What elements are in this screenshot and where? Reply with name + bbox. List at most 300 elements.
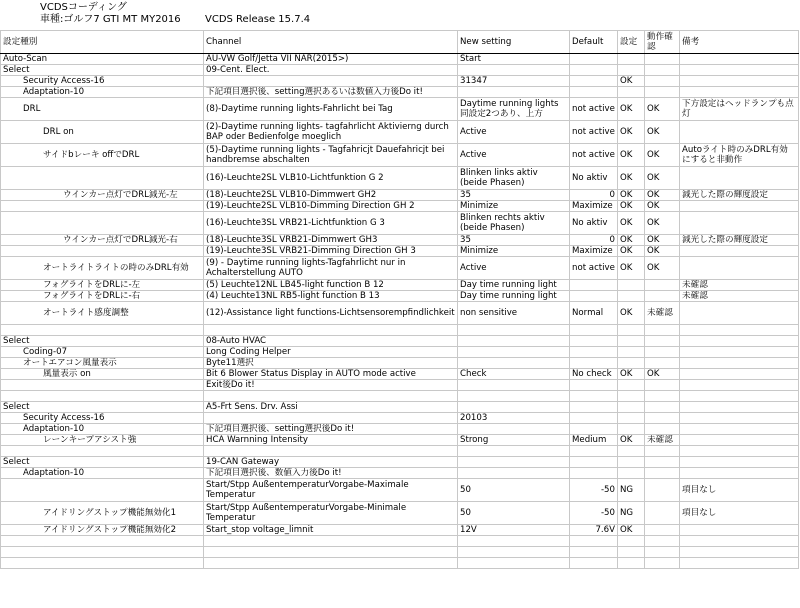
remarks-cell [680, 369, 799, 380]
setting-type-cell: Adaptation-10 [1, 87, 204, 98]
table-row [1, 457, 799, 468]
operation-check-cell: OK [645, 257, 680, 280]
table-row [1, 547, 799, 558]
setting-status-cell: OK [618, 190, 645, 201]
setting-status-cell [618, 424, 645, 435]
operation-check-cell [645, 479, 680, 502]
remarks-cell [680, 325, 799, 336]
new-setting-cell: Blinken rechts aktiv (beide Phasen) [458, 212, 570, 235]
coding-table [0, 30, 799, 569]
operation-check-cell: OK [645, 235, 680, 246]
setting-status-cell: OK [618, 302, 645, 325]
operation-check-cell [645, 413, 680, 424]
operation-check-cell: OK [645, 144, 680, 167]
new-setting-cell [458, 87, 570, 98]
setting-status-cell [618, 380, 645, 391]
default-cell [570, 347, 618, 358]
setting-status-cell: OK [618, 246, 645, 257]
channel-cell: Start/Stpp AußentemperaturVorgabe-Maximale Temperatur [204, 479, 458, 502]
channel-cell: (18)-Leuchte3SL VRB21-Dimmwert GH3 [204, 235, 458, 246]
table-row [1, 479, 799, 502]
channel-cell [204, 413, 458, 424]
setting-status-cell: OK [618, 144, 645, 167]
setting-type-cell [1, 446, 204, 457]
setting-status-cell [618, 336, 645, 347]
table-row [1, 144, 799, 167]
default-cell [570, 380, 618, 391]
setting-type-cell [1, 325, 204, 336]
table-row [1, 369, 799, 380]
operation-check-cell: OK [645, 167, 680, 190]
table-row [1, 302, 799, 325]
setting-type-cell: オートライト感度調整 [1, 302, 204, 325]
setting-status-cell: OK [618, 212, 645, 235]
default-cell: not active [570, 257, 618, 280]
channel-cell: (8)-Daytime running lights-Fahrlicht bei Tag [204, 98, 458, 121]
operation-check-cell: 未確認 [645, 435, 680, 446]
remarks-cell [680, 435, 799, 446]
remarks-cell [680, 121, 799, 144]
operation-check-cell: 未確認 [645, 302, 680, 325]
channel-cell: Byte11選択 [204, 358, 458, 369]
default-cell: 7.6V [570, 525, 618, 536]
channel-cell: 下記項目選択後、数値入力後Do it! [204, 468, 458, 479]
setting-type-cell [1, 201, 204, 212]
operation-check-cell [645, 347, 680, 358]
table-row [1, 325, 799, 336]
setting-type-cell [1, 479, 204, 502]
default-cell: Normal [570, 302, 618, 325]
default-cell: not active [570, 98, 618, 121]
new-setting-cell [458, 536, 570, 547]
remarks-cell [680, 413, 799, 424]
new-setting-cell [458, 558, 570, 569]
table-row [1, 291, 799, 302]
setting-status-cell: NG [618, 502, 645, 525]
default-cell [570, 402, 618, 413]
vehicle-label: 車種:ゴルフ7 GTI MT MY2016 [40, 14, 181, 25]
remarks-cell [680, 336, 799, 347]
new-setting-cell: Minimize [458, 201, 570, 212]
setting-status-cell [618, 358, 645, 369]
new-setting-cell: 20103 [458, 413, 570, 424]
setting-status-cell [618, 446, 645, 457]
operation-check-cell [645, 76, 680, 87]
table-row [1, 257, 799, 280]
channel-cell [204, 536, 458, 547]
setting-type-cell: Coding-07 [1, 347, 204, 358]
remarks-cell [680, 257, 799, 280]
setting-type-cell: オートライトライトの時のみDRL有効 [1, 257, 204, 280]
setting-type-cell: 風量表示 on [1, 369, 204, 380]
operation-check-cell [645, 358, 680, 369]
operation-check-cell: OK [645, 212, 680, 235]
setting-status-cell: OK [618, 235, 645, 246]
default-cell [570, 457, 618, 468]
setting-status-cell [618, 347, 645, 358]
setting-type-cell: アイドリングストップ機能無効化2 [1, 525, 204, 536]
remarks-cell [680, 547, 799, 558]
new-setting-cell: Minimize [458, 246, 570, 257]
remarks-cell: 項目なし [680, 479, 799, 502]
setting-type-cell: レーンキープアシスト強 [1, 435, 204, 446]
operation-check-cell [645, 502, 680, 525]
channel-cell: (16)-Leuchte2SL VLB10-Lichtfunktion G 2 [204, 167, 458, 190]
setting-type-cell [1, 167, 204, 190]
setting-status-cell [618, 291, 645, 302]
channel-cell: Bit 6 Blower Status Display in AUTO mode active [204, 369, 458, 380]
remarks-cell [680, 468, 799, 479]
default-cell: -50 [570, 479, 618, 502]
operation-check-cell [645, 280, 680, 291]
remarks-cell [680, 446, 799, 457]
remarks-cell [680, 65, 799, 76]
table-row [1, 76, 799, 87]
table-row [1, 87, 799, 98]
table-row [1, 347, 799, 358]
setting-status-cell: OK [618, 121, 645, 144]
remarks-cell [680, 54, 799, 65]
default-cell [570, 413, 618, 424]
default-cell [570, 325, 618, 336]
setting-type-cell: Security Access-16 [1, 413, 204, 424]
remarks-cell [680, 246, 799, 257]
table-row [1, 201, 799, 212]
operation-check-cell: OK [645, 246, 680, 257]
setting-type-cell: ウインカー点灯でDRL減光-右 [1, 235, 204, 246]
setting-type-cell: DRL on [1, 121, 204, 144]
setting-type-cell: フォグライトをDRLに-左 [1, 280, 204, 291]
table-row [1, 402, 799, 413]
default-cell: Maximize [570, 246, 618, 257]
remarks-cell [680, 525, 799, 536]
setting-status-cell [618, 413, 645, 424]
new-setting-cell [458, 358, 570, 369]
default-cell [570, 536, 618, 547]
table-row [1, 235, 799, 246]
setting-type-cell [1, 536, 204, 547]
remarks-cell: 項目なし [680, 502, 799, 525]
setting-status-cell [618, 54, 645, 65]
new-setting-cell: 35 [458, 235, 570, 246]
channel-cell: (19)-Leuchte3SL VRB21-Dimming Direction GH 3 [204, 246, 458, 257]
default-cell: not active [570, 121, 618, 144]
setting-status-cell [618, 65, 645, 76]
table-row [1, 358, 799, 369]
remarks-cell: 未確認 [680, 291, 799, 302]
remarks-cell [680, 302, 799, 325]
default-cell [570, 547, 618, 558]
operation-check-cell: OK [645, 369, 680, 380]
remarks-cell [680, 76, 799, 87]
default-cell: -50 [570, 502, 618, 525]
setting-status-cell [618, 536, 645, 547]
remarks-cell: 減光した際の輝度設定 [680, 190, 799, 201]
channel-cell: AU-VW Golf/Jetta VII NAR(2015>) [204, 54, 458, 65]
setting-type-cell [1, 391, 204, 402]
new-setting-cell: Active [458, 257, 570, 280]
setting-status-cell: OK [618, 257, 645, 280]
setting-status-cell [618, 558, 645, 569]
new-setting-cell: Check [458, 369, 570, 380]
remarks-cell [680, 212, 799, 235]
new-setting-cell [458, 325, 570, 336]
channel-cell: Start/Stpp AußentemperaturVorgabe-Minimale Temperatur [204, 502, 458, 525]
setting-status-cell: OK [618, 369, 645, 380]
header-row [1, 31, 799, 54]
column-header-4: Default [570, 31, 618, 54]
channel-cell: 下記項目選択後、setting選択あるいは数値入力後Do it! [204, 87, 458, 98]
operation-check-cell [645, 446, 680, 457]
new-setting-cell [458, 468, 570, 479]
setting-type-cell: Select [1, 457, 204, 468]
table-row [1, 502, 799, 525]
new-setting-cell: 12V [458, 525, 570, 536]
column-header-3: New setting [458, 31, 570, 54]
default-cell: 0 [570, 235, 618, 246]
setting-type-cell [1, 547, 204, 558]
new-setting-cell: 50 [458, 479, 570, 502]
table-row [1, 446, 799, 457]
table-row [1, 380, 799, 391]
operation-check-cell: OK [645, 98, 680, 121]
channel-cell: A5-Frt Sens. Drv. Assi [204, 402, 458, 413]
operation-check-cell [645, 336, 680, 347]
default-cell [570, 87, 618, 98]
default-cell: No check [570, 369, 618, 380]
setting-status-cell: OK [618, 98, 645, 121]
channel-cell: (19)-Leuchte2SL VLB10-Dimming Direction GH 2 [204, 201, 458, 212]
setting-status-cell [618, 402, 645, 413]
new-setting-cell: Day time running light [458, 291, 570, 302]
table-row [1, 435, 799, 446]
setting-type-cell [1, 246, 204, 257]
new-setting-cell [458, 347, 570, 358]
new-setting-cell [458, 547, 570, 558]
remarks-cell [680, 167, 799, 190]
new-setting-cell [458, 402, 570, 413]
setting-status-cell [618, 87, 645, 98]
channel-cell: 08-Auto HVAC [204, 336, 458, 347]
setting-type-cell: サイドbレーキ offでDRL [1, 144, 204, 167]
operation-check-cell: OK [645, 201, 680, 212]
setting-status-cell: OK [618, 167, 645, 190]
table-row [1, 190, 799, 201]
new-setting-cell: Active [458, 144, 570, 167]
setting-type-cell: Auto-Scan [1, 54, 204, 65]
setting-status-cell: OK [618, 435, 645, 446]
new-setting-cell: Daytime running lights 同設定2つあり、上方 [458, 98, 570, 121]
channel-cell: (5) Leuchte12NL LB45-light function B 12 [204, 280, 458, 291]
table-row [1, 525, 799, 536]
operation-check-cell [645, 424, 680, 435]
setting-status-cell [618, 325, 645, 336]
default-cell [570, 391, 618, 402]
table-row [1, 391, 799, 402]
remarks-cell: 下方設定はヘッドランプも点灯 [680, 98, 799, 121]
default-cell [570, 76, 618, 87]
table-row [1, 424, 799, 435]
channel-cell: (12)-Assistance light functions-Lichtsensorempfindlichkeit [204, 302, 458, 325]
setting-type-cell: Select [1, 402, 204, 413]
default-cell: 0 [570, 190, 618, 201]
setting-type-cell: Select [1, 65, 204, 76]
default-cell [570, 424, 618, 435]
operation-check-cell [645, 87, 680, 98]
remarks-cell [680, 457, 799, 468]
new-setting-cell: Strong [458, 435, 570, 446]
setting-status-cell [618, 547, 645, 558]
new-setting-cell: Active [458, 121, 570, 144]
remarks-cell [680, 347, 799, 358]
column-header-2: Channel [204, 31, 458, 54]
default-cell [570, 358, 618, 369]
column-header-6: 動作確認 [645, 31, 680, 54]
channel-cell: Long Coding Helper [204, 347, 458, 358]
remarks-cell [680, 87, 799, 98]
default-cell [570, 280, 618, 291]
new-setting-cell [458, 457, 570, 468]
operation-check-cell [645, 54, 680, 65]
new-setting-cell: 35 [458, 190, 570, 201]
channel-cell [204, 325, 458, 336]
setting-status-cell [618, 391, 645, 402]
default-cell: Medium [570, 435, 618, 446]
default-cell: No aktiv [570, 212, 618, 235]
channel-cell: HCA Warnning Intensity [204, 435, 458, 446]
coding-table-body [1, 31, 799, 569]
default-cell [570, 446, 618, 457]
table-row [1, 212, 799, 235]
new-setting-cell: Blinken links aktiv (beide Phasen) [458, 167, 570, 190]
setting-status-cell [618, 457, 645, 468]
channel-cell: 下記項目選択後、setting選択後Do it! [204, 424, 458, 435]
new-setting-cell [458, 446, 570, 457]
remarks-cell [680, 358, 799, 369]
table-row [1, 280, 799, 291]
operation-check-cell: OK [645, 190, 680, 201]
remarks-cell: 未確認 [680, 280, 799, 291]
table-row [1, 413, 799, 424]
channel-cell [204, 446, 458, 457]
new-setting-cell [458, 424, 570, 435]
release-label: VCDS Release 15.7.4 [205, 14, 311, 25]
new-setting-cell [458, 391, 570, 402]
column-header-5: 設定 [618, 31, 645, 54]
setting-status-cell: NG [618, 479, 645, 502]
channel-cell [204, 76, 458, 87]
table-row [1, 536, 799, 547]
remarks-cell [680, 536, 799, 547]
operation-check-cell [645, 402, 680, 413]
table-row [1, 121, 799, 144]
operation-check-cell [645, 536, 680, 547]
table-row [1, 167, 799, 190]
table-row [1, 65, 799, 76]
new-setting-cell [458, 380, 570, 391]
setting-type-cell: Security Access-16 [1, 76, 204, 87]
operation-check-cell [645, 325, 680, 336]
table-row [1, 54, 799, 65]
default-cell [570, 468, 618, 479]
remarks-cell [680, 402, 799, 413]
default-cell [570, 558, 618, 569]
channel-cell: (9) - Daytime running lights-Tagfahrlicht nur in Achalterstellung AUTO [204, 257, 458, 280]
operation-check-cell [645, 391, 680, 402]
channel-cell [204, 547, 458, 558]
remarks-cell: 減光した際の輝度設定 [680, 235, 799, 246]
new-setting-cell [458, 336, 570, 347]
setting-type-cell [1, 380, 204, 391]
operation-check-cell [645, 558, 680, 569]
setting-type-cell: オートエアコン風量表示 [1, 358, 204, 369]
new-setting-cell [458, 65, 570, 76]
operation-check-cell [645, 380, 680, 391]
default-cell [570, 336, 618, 347]
remarks-cell [680, 391, 799, 402]
table-row [1, 468, 799, 479]
new-setting-cell: 31347 [458, 76, 570, 87]
channel-cell: (16)-Leuchte3SL VRB21-Lichtfunktion G 3 [204, 212, 458, 235]
column-header-7: 備考 [680, 31, 799, 54]
operation-check-cell [645, 547, 680, 558]
new-setting-cell: non sensitive [458, 302, 570, 325]
channel-cell: (4) Leuchte13NL RB5-light function B 13 [204, 291, 458, 302]
setting-status-cell: OK [618, 525, 645, 536]
new-setting-cell: Day time running light [458, 280, 570, 291]
remarks-cell [680, 424, 799, 435]
channel-cell: (2)-Daytime running lights- tagfahrlicht Aktivierng durch BAP oder Bedienfolge moeglich [204, 121, 458, 144]
operation-check-cell [645, 457, 680, 468]
default-cell [570, 65, 618, 76]
table-row [1, 246, 799, 257]
remarks-cell [680, 558, 799, 569]
remarks-cell [680, 201, 799, 212]
setting-type-cell: Adaptation-10 [1, 424, 204, 435]
default-cell [570, 54, 618, 65]
operation-check-cell: OK [645, 121, 680, 144]
setting-status-cell: OK [618, 201, 645, 212]
channel-cell: (5)-Daytime running lights - Tagfahricjt Dauefahricjt bei handbremse abschalten [204, 144, 458, 167]
default-cell: Maximize [570, 201, 618, 212]
channel-cell: Exit後Do it! [204, 380, 458, 391]
channel-cell: 19-CAN Gateway [204, 457, 458, 468]
column-header-1: 設定種別 [1, 31, 204, 54]
setting-status-cell [618, 280, 645, 291]
setting-type-cell: ウインカー点灯でDRL減光-左 [1, 190, 204, 201]
setting-type-cell: アイドリングストップ機能無効化1 [1, 502, 204, 525]
remarks-cell: Autoライト時のみDRL有効にすると非動作 [680, 144, 799, 167]
channel-cell: (18)-Leuchte2SL VLB10-Dimmwert GH2 [204, 190, 458, 201]
remarks-cell [680, 380, 799, 391]
channel-cell: Start_stop voltage_limnit [204, 525, 458, 536]
setting-status-cell: OK [618, 76, 645, 87]
default-cell: not active [570, 144, 618, 167]
channel-cell: 09-Cent. Elect. [204, 65, 458, 76]
setting-type-cell: Select [1, 336, 204, 347]
setting-type-cell: DRL [1, 98, 204, 121]
setting-type-cell [1, 212, 204, 235]
new-setting-cell: 50 [458, 502, 570, 525]
setting-type-cell [1, 558, 204, 569]
operation-check-cell [645, 65, 680, 76]
default-cell: No aktiv [570, 167, 618, 190]
operation-check-cell [645, 291, 680, 302]
setting-type-cell: フォグライトをDRLに-右 [1, 291, 204, 302]
operation-check-cell [645, 468, 680, 479]
channel-cell [204, 391, 458, 402]
table-row [1, 558, 799, 569]
